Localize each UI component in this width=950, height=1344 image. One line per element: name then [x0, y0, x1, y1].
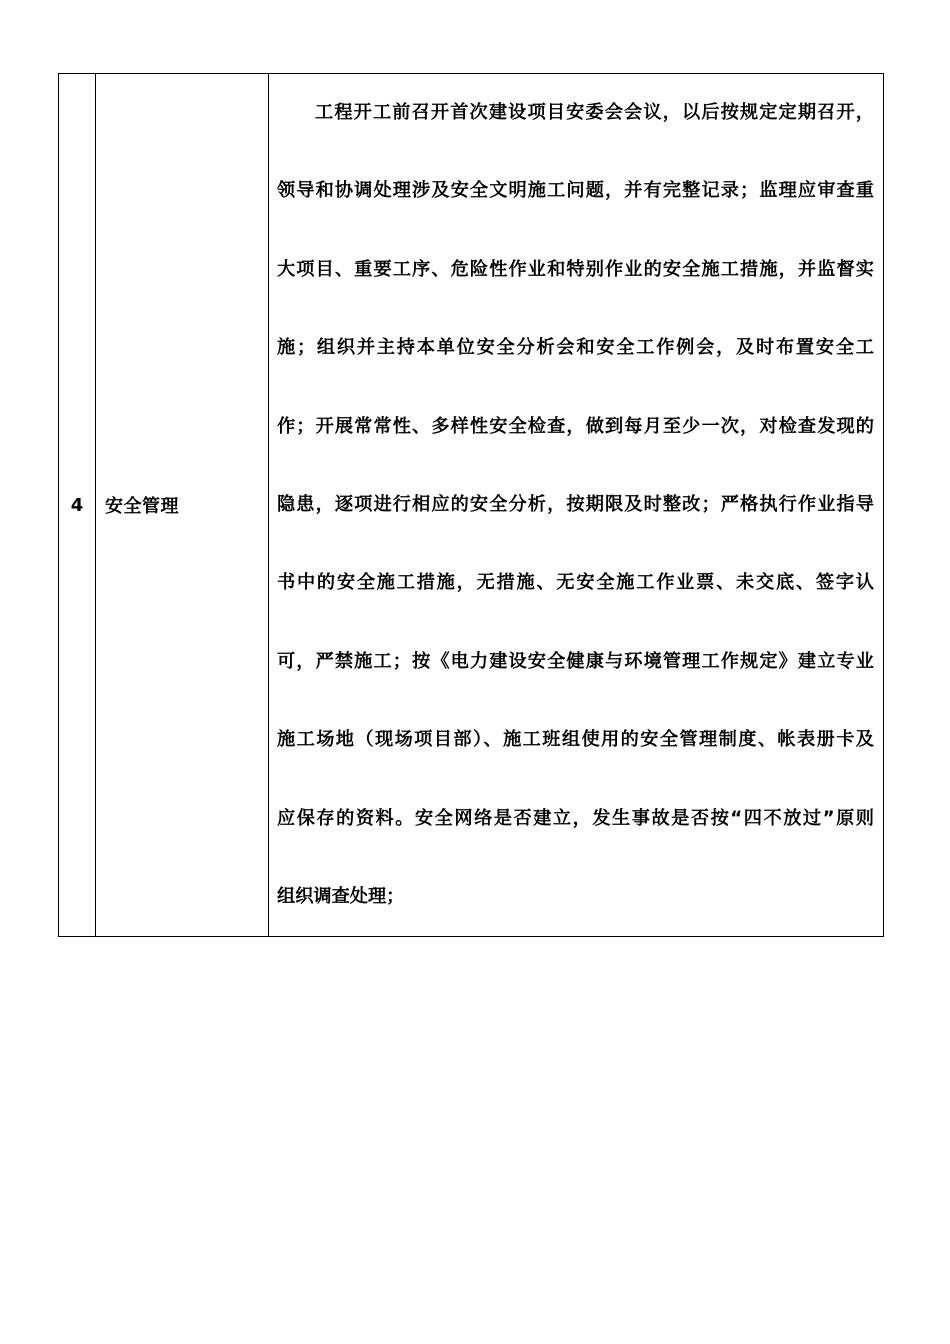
content-line: 应保存的资料。安全网络是否建立，发生事故是否按“四不放过”原则 — [277, 807, 874, 829]
content-cell — [269, 74, 884, 937]
content-line: 工程开工前召开首次建设项目安委会会议，以后按规定定期召开， — [315, 102, 874, 123]
content-line: 作；开展常常性、多样性安全检查，做到每月至少一次，对检查发现的 — [277, 415, 874, 437]
content-line: 施；组织并主持本单位安全分析会和安全工作例会，及时布置安全工 — [277, 337, 874, 359]
row-number-cell — [59, 74, 96, 937]
item-name: 安全管理 — [105, 496, 179, 518]
content-line: 书中的安全施工措施，无措施、无安全施工作业票、未交底、签字认 — [277, 572, 874, 594]
table-row — [59, 74, 884, 937]
content-line: 大项目、重要工序、危险性作业和特别作业的安全施工措施，并监督实 — [277, 258, 874, 280]
content-paragraph — [277, 74, 874, 936]
item-name-cell — [96, 74, 269, 937]
row-number: 4 — [70, 494, 84, 516]
content-line: 施工场地（现场项目部）、施工班组使用的安全管理制度、帐表册卡及 — [277, 729, 874, 751]
content-line: 组织调查处理； — [277, 885, 405, 907]
content-line: 可，严禁施工；按《电力建设安全健康与环境管理工作规定》建立专业 — [277, 650, 874, 672]
safety-management-table — [58, 73, 884, 937]
content-line: 领导和协调处理涉及安全文明施工问题，并有完整记录；监理应审查重 — [277, 180, 874, 202]
content-line: 隐患，逐项进行相应的安全分析，按期限及时整改；严格执行作业指导 — [277, 493, 874, 515]
